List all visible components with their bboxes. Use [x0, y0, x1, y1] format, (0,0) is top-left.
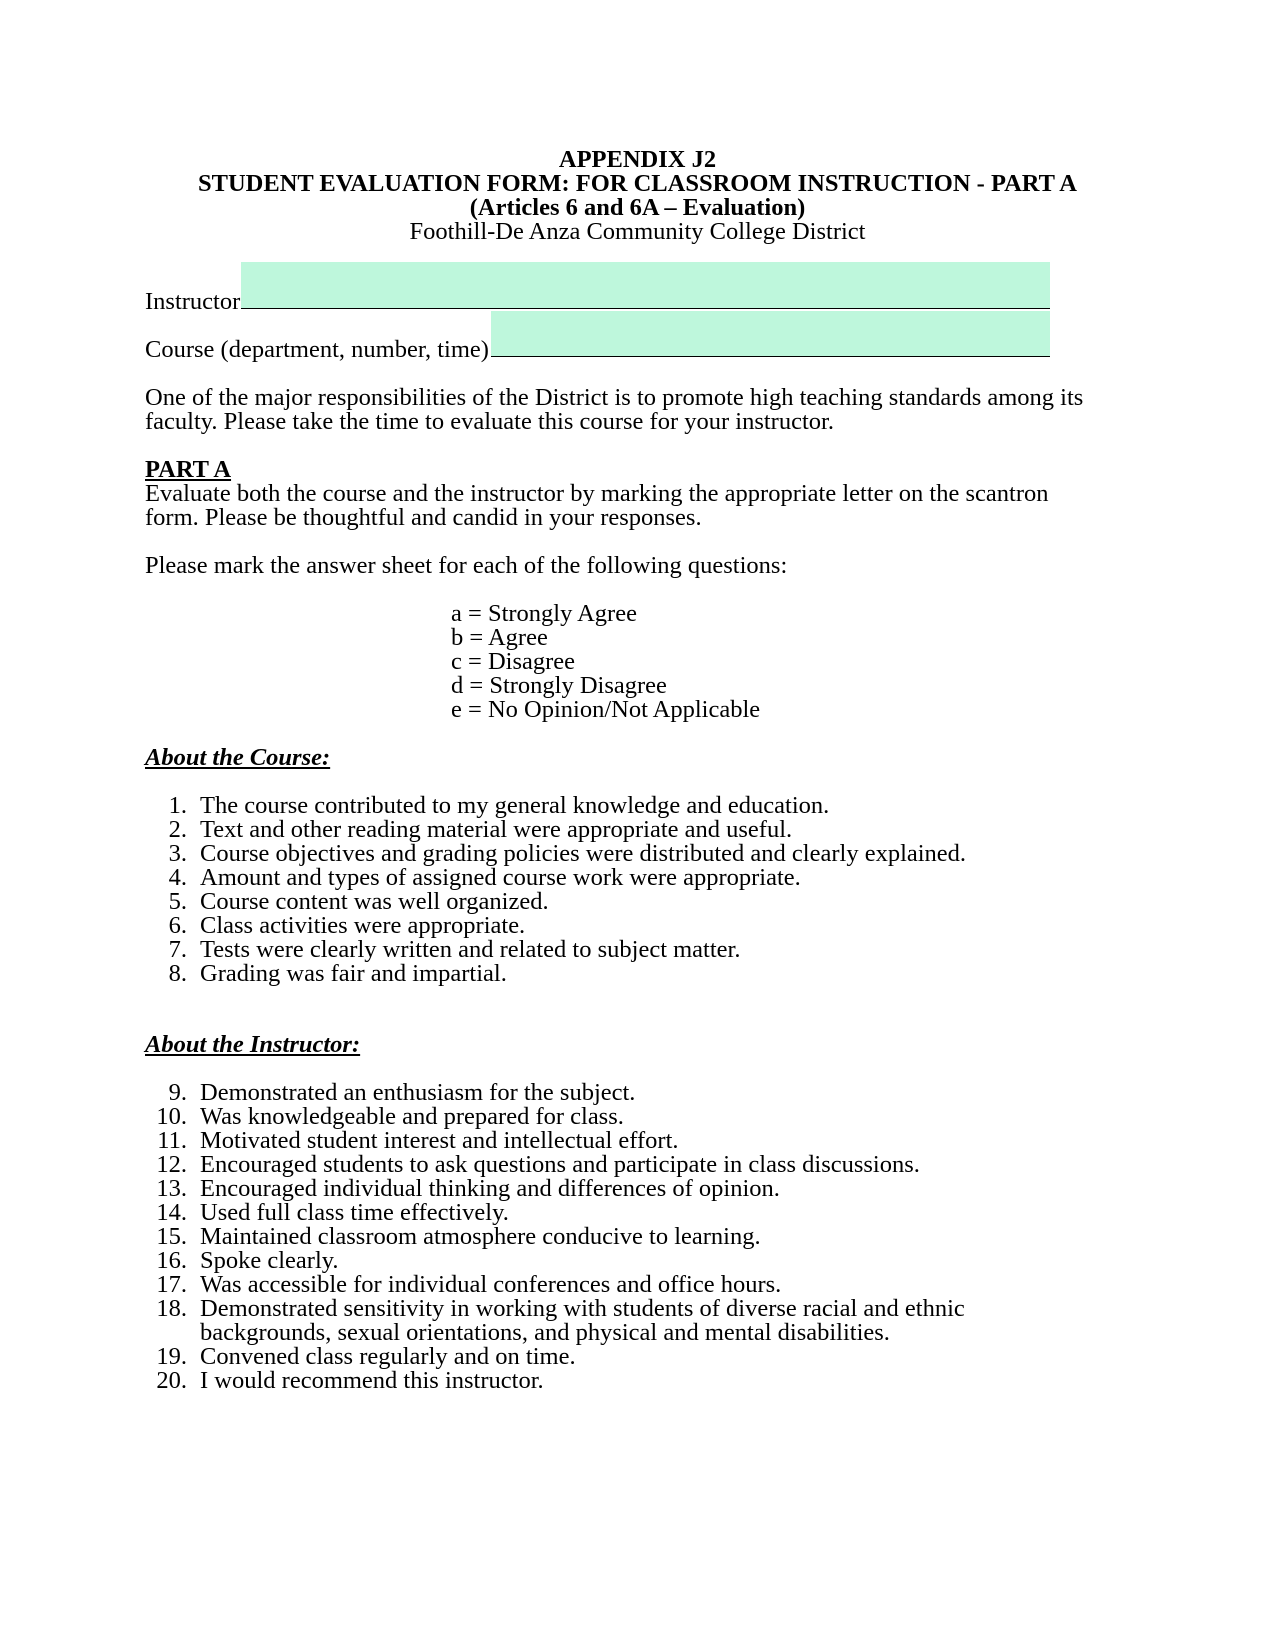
scale-c: c = Disagree — [451, 648, 576, 675]
item-text: Spoke clearly. — [200, 1247, 339, 1274]
course-label: Course (department, number, time) — [145, 336, 489, 363]
item-number: 2. — [168, 816, 187, 843]
item-text: Motivated student interest and intellectual effort. — [200, 1127, 679, 1154]
scale-e: e = No Opinion/Not Applicable — [451, 696, 761, 723]
instructor-label: Instructor — [145, 288, 241, 315]
item-text: Was knowledgeable and prepared for class. — [200, 1103, 624, 1130]
item-text: Class activities were appropriate. — [200, 912, 526, 939]
list-item — [145, 1368, 1145, 1393]
articles-subtitle: (Articles 6 and 6A – Evaluation) — [469, 194, 806, 221]
list-item-continuation — [145, 1320, 1145, 1345]
item-number: 13. — [156, 1175, 187, 1202]
scale-a: a = Strongly Agree — [451, 600, 637, 627]
part-a-instruction: Please mark the answer sheet for each of the following questions: — [145, 552, 788, 579]
list-item — [145, 937, 1145, 962]
item-text: Amount and types of assigned course work were appropriate. — [200, 864, 801, 891]
course-section-heading: About the Course: — [145, 744, 331, 771]
appendix-label: APPENDIX J2 — [558, 146, 717, 173]
list-item — [145, 1176, 1145, 1201]
item-number: 19. — [156, 1343, 187, 1370]
item-number: 14. — [156, 1199, 187, 1226]
item-text: Course content was well organized. — [200, 888, 549, 915]
item-text: Tests were clearly written and related to subject matter. — [200, 936, 741, 963]
item-text: Convened class regularly and on time. — [200, 1343, 576, 1370]
item-number: 3. — [168, 840, 187, 867]
list-item — [145, 865, 1145, 890]
item-text: Demonstrated sensitivity in working with students of diverse racial and ethnic — [200, 1295, 965, 1322]
list-item — [145, 793, 1145, 818]
part-a-line-1: Evaluate both the course and the instructor by marking the appropriate letter on the scantron — [145, 480, 1049, 507]
item-number: 12. — [156, 1151, 187, 1178]
list-item — [145, 913, 1145, 938]
list-item — [145, 1104, 1145, 1129]
part-a-line-2: form. Please be thoughtful and candid in your responses. — [145, 504, 702, 531]
list-item — [145, 1272, 1145, 1297]
item-text: The course contributed to my general knowledge and education. — [200, 792, 830, 819]
list-item — [145, 1344, 1145, 1369]
list-item — [145, 1152, 1145, 1177]
item-text: Encouraged individual thinking and differences of opinion. — [200, 1175, 780, 1202]
item-text: Was accessible for individual conferences and office hours. — [200, 1271, 782, 1298]
part-a-heading: PART A — [145, 456, 232, 483]
item-number: 18. — [156, 1295, 187, 1322]
item-number: 5. — [168, 888, 187, 915]
list-item — [145, 841, 1145, 866]
list-item — [145, 1128, 1145, 1153]
item-number: 4. — [168, 864, 187, 891]
list-item — [145, 889, 1145, 914]
item-number: 7. — [168, 936, 187, 963]
item-number: 15. — [156, 1223, 187, 1250]
instructor-section-heading: About the Instructor: — [145, 1031, 361, 1058]
item-number: 6. — [168, 912, 187, 939]
item-text: Used full class time effectively. — [200, 1199, 509, 1226]
district-name: Foothill-De Anza Community College District — [409, 218, 866, 245]
list-item — [145, 1224, 1145, 1249]
item-text: Grading was fair and impartial. — [200, 960, 507, 987]
instructor-field[interactable] — [241, 262, 1050, 309]
item-number: 1. — [168, 792, 187, 819]
item-text: Text and other reading material were appropriate and useful. — [200, 816, 793, 843]
item-number: 8. — [168, 960, 187, 987]
item-text: I would recommend this instructor. — [200, 1367, 544, 1394]
scale-b: b = Agree — [451, 624, 548, 651]
list-item — [145, 817, 1145, 842]
list-item — [145, 1296, 1145, 1321]
scale-d: d = Strongly Disagree — [451, 672, 667, 699]
item-text: Encouraged students to ask questions and participate in class discussions. — [200, 1151, 920, 1178]
list-item — [145, 1248, 1145, 1273]
item-number: 17. — [156, 1271, 187, 1298]
item-text-continued: backgrounds, sexual orientations, and physical and mental disabilities. — [200, 1319, 890, 1346]
item-text: Demonstrated an enthusiasm for the subject. — [200, 1079, 636, 1106]
item-number: 10. — [156, 1103, 187, 1130]
list-item — [145, 1080, 1145, 1105]
form-title: STUDENT EVALUATION FORM: FOR CLASSROOM INSTRUCTION - PART A — [198, 170, 1077, 197]
item-number: 20. — [156, 1367, 187, 1394]
item-text: Maintained classroom atmosphere conducive to learning. — [200, 1223, 761, 1250]
item-text: Course objectives and grading policies were distributed and clearly explained. — [200, 840, 967, 867]
intro-line-1: One of the major responsibilities of the District is to promote high teaching standards among its — [145, 384, 1084, 411]
item-number: 9. — [168, 1079, 187, 1106]
course-field[interactable] — [491, 311, 1050, 357]
item-number: 11. — [157, 1127, 187, 1154]
intro-line-2: faculty. Please take the time to evaluate this course for your instructor. — [145, 408, 834, 435]
item-number: 16. — [156, 1247, 187, 1274]
list-item — [145, 1200, 1145, 1225]
list-item — [145, 961, 1145, 986]
